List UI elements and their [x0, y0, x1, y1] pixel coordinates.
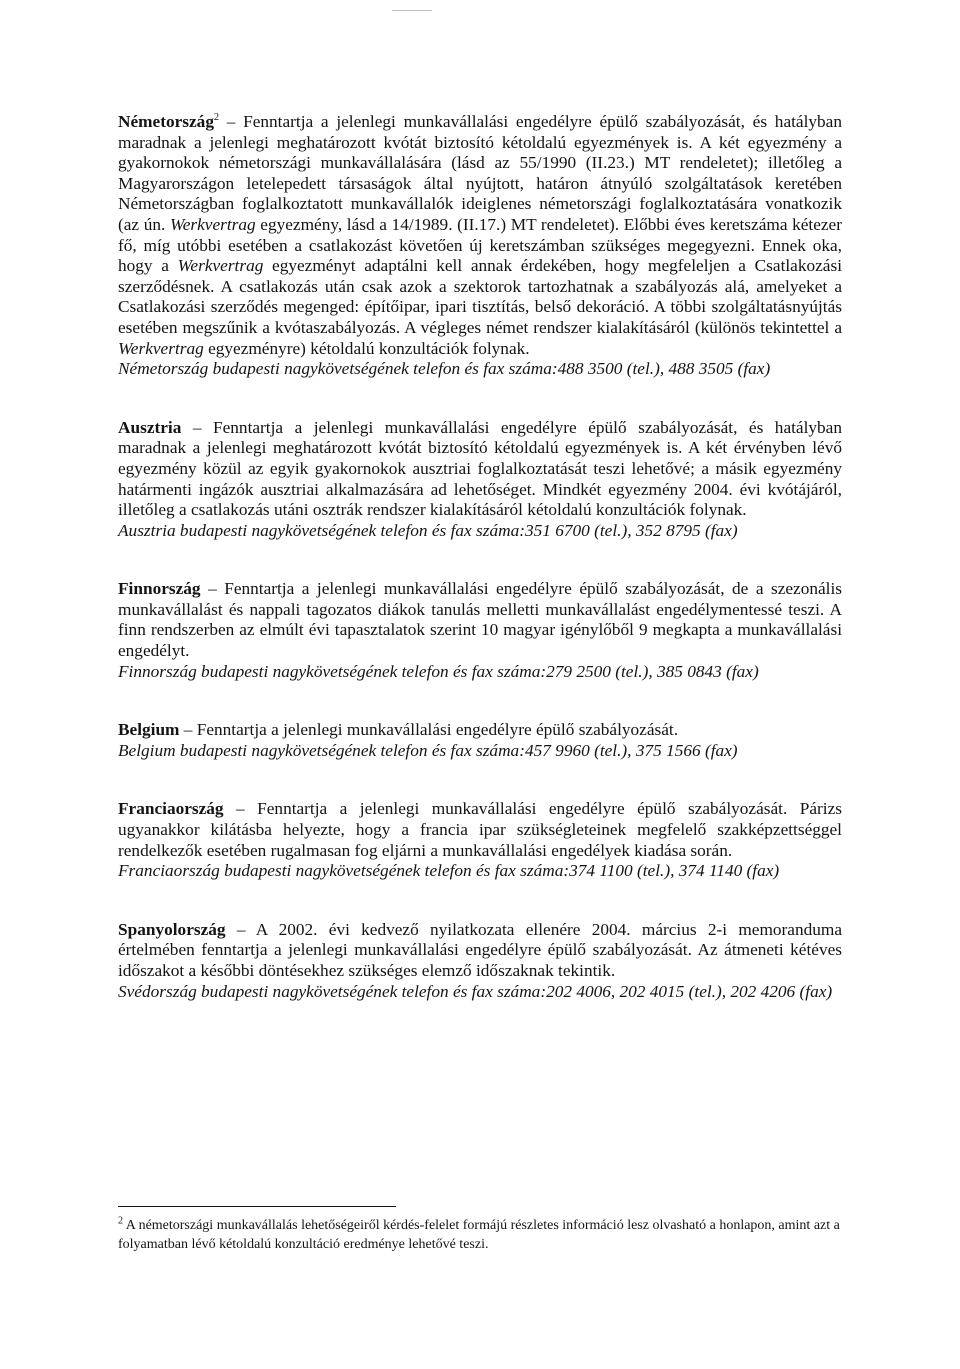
body-text: – Fenntartja a jelenlegi munkavállalási engedélyre épülő szabályozását.	[179, 720, 679, 740]
footnote-reference: 2	[213, 112, 219, 124]
footnote-body: A németországi munkavállalás lehetőségeiről kérdés-felelet formájú részletes információ lesz olvasható a honlapon, amint azt a folyamatban lévő kétoldalú konzultáció eredménye lehetővé teszi.	[118, 1218, 840, 1252]
body-text: – Fenntartja a jelenlegi munkavállalási engedélyre épülő szabályozását. Párizs ugyanakkor kilátásba helyezte, hogy a francia ipar szükségleteinek megfelelő szakképzettséggel rendelkezők esetében rugalmasan fog eljárni a munkavállalási engedélyek kiadása során.	[118, 799, 842, 860]
body-text: – A 2002. évi kedvező nyilatkozata ellenére 2004. március 2-i memoranduma értelmében fenntartja a jelenlegi munkavállalási engedélyre épülő szabályozását. Az átmeneti kétéves időszakot a későbbi döntésekhez szükséges elemző időszaknak tekintik.	[118, 919, 842, 980]
embassy-contact: Franciaország budapesti nagykövetségének telefon és fax száma:374 1100 (tel.), 374 1140 (fax)	[118, 861, 780, 881]
country-section	[118, 799, 842, 881]
italic-term: Werkvertrag	[169, 214, 256, 234]
body-text: egyezményt adaptálni kell annak érdekében, hogy megfeleljen a Csatlakozási szerződésnek. A csatlakozás után csak azok a szektorok tartozhatnak a szabályozás alá, amelyeket a Csatlakozási szerződés megenged: építőipar, ipari tisztítás, belső dekoráció. A többi szolgáltatásnyújtás esetében megszűnik a kvótaszabályozás. A végleges német rendszer kialakításáról (különös tekintettel a	[118, 256, 842, 337]
country-section	[118, 418, 842, 542]
section-paragraph	[118, 799, 842, 861]
embassy-contact: Svédország budapesti nagykövetségének telefon és fax száma:202 4006, 202 4015 (tel.), 202 4206 (fax)	[118, 981, 833, 1001]
body-text: – Fenntartja a jelenlegi munkavállalási engedélyre épülő szabályozását, és hatályban maradnak a jelenlegi meghatározott kvótát biztosító kétoldalú egyezmények is. A két egyezmény a gyakornokok németországi munkavállalására (lásd az 55/1990 (II.23.) MT rendeletet); illetőleg a Magyarországon letelepedett társaságok által nyújtott, határon átnyúló szolgáltatások keretében Németországban foglalkoztatott munkavállalók ideiglenes németországi foglalkoztatására vonatkozik (az ún.	[118, 112, 842, 234]
section-paragraph	[118, 112, 842, 359]
country-name: Spanyolország	[118, 919, 226, 939]
embassy-contact: Ausztria budapesti nagykövetségének telefon és fax száma:351 6700 (tel.), 352 8795 (fax)	[118, 520, 738, 540]
body-text: egyezmény, lásd a 14/1989. (II.17.) MT rendeletet). Előbbi éves keretszáma kétezer fő, míg utóbbi esetében a csatlakozást követően új keretszámban szükséges megegyezni. Ennek oka, hogy a	[118, 214, 842, 276]
italic-term: Werkvertrag	[177, 256, 264, 276]
embassy-contact: Németország budapesti nagykövetségének telefon és fax száma:488 3500 (tel.), 488 3505 (fax)	[118, 359, 771, 379]
section-paragraph	[118, 418, 842, 521]
document-body	[118, 112, 842, 1040]
country-name: Belgium	[118, 720, 180, 740]
country-section	[118, 112, 842, 380]
footnote-text	[118, 1216, 842, 1254]
footnote-separator	[118, 1206, 396, 1207]
footnote-marker: 2	[118, 1215, 123, 1227]
embassy-contact: Belgium budapesti nagykövetségének telefon és fax száma:457 9960 (tel.), 375 1566 (fax)	[118, 740, 738, 760]
italic-term: Werkvertrag	[118, 338, 204, 358]
country-name: Franciaország	[118, 799, 224, 819]
body-text: egyezményre) kétoldalú konzultációk folynak.	[203, 338, 530, 358]
country-section	[118, 720, 842, 761]
footnote	[118, 1216, 842, 1254]
section-paragraph	[118, 920, 842, 982]
country-name: Ausztria	[118, 417, 182, 437]
section-paragraph	[118, 720, 842, 741]
country-name: Finnország	[118, 579, 201, 599]
country-name: Németország	[118, 112, 214, 131]
country-section	[118, 920, 842, 1002]
body-text: – Fenntartja a jelenlegi munkavállalási engedélyre épülő szabályozását, és hatályban maradnak a jelenlegi meghatározott kvótát biztosító kétoldalú egyezmények is. A két érvényben lévő egyezmény közül az egyik gyakornokok ausztriai foglalkoztatását teszi lehetővé; a másik egyezmény határmenti ingázók ausztriai alkalmazására ad lehetőséget. Mindkét egyezmény 2004. évi kvótájáról, illetőleg a csatlakozás utáni osztrák rendszer kialakításáról kétoldalú konzultációk folynak.	[118, 417, 842, 520]
body-text: – Fenntartja a jelenlegi munkavállalási engedélyre épülő szabályozását, de a szezonális munkavállalást és nappali tagozatos diákok tanulás melletti munkavállalást engedélymentessé teszi. A finn rendszerben az elmúlt évi tapasztalatok szerint 10 magyar igénylőből 9 megkapta a munkavállalási engedélyt.	[118, 579, 842, 661]
country-section	[118, 579, 842, 682]
embassy-contact: Finnország budapesti nagykövetségének telefon és fax száma:279 2500 (tel.), 385 0843 (fax)	[118, 661, 759, 681]
section-paragraph	[118, 579, 842, 661]
scan-mark-line	[392, 10, 432, 11]
